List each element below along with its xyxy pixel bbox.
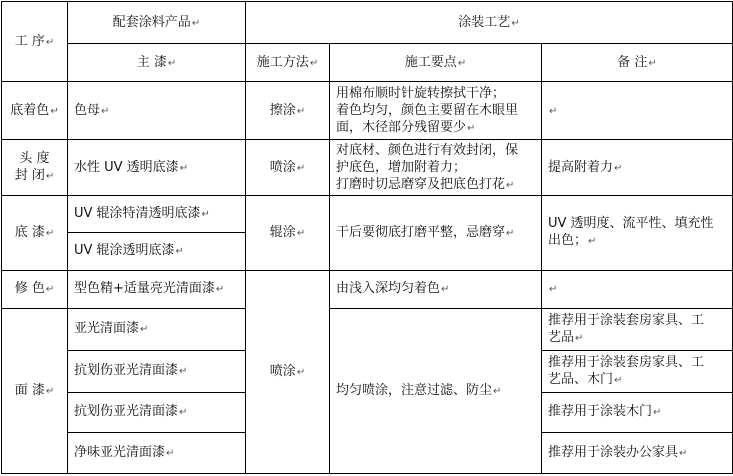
- header-notes: 备 注↵: [542, 44, 733, 82]
- header-craft-group: 涂装工艺↵: [246, 2, 733, 44]
- process-cell: 底着色↵: [2, 82, 68, 140]
- row-base-stain: [2, 82, 733, 140]
- method-cell: 喷涂↵: [246, 270, 330, 473]
- note-cell: 推荐用于涂装套房家具、工 艺品、木门↵: [542, 350, 733, 392]
- note-cell: 提高附着力↵: [542, 140, 733, 196]
- method-cell: 辊涂↵: [246, 196, 330, 270]
- points-cell: 用棉布顺时针旋转擦拭干净； 着色均匀，颜色主要留在木眼里 面，木径部分残留要少↵: [330, 82, 542, 140]
- note-cell: 推荐用于涂装套房家具、工 艺品↵: [542, 308, 733, 350]
- note-cell: ↵: [542, 270, 733, 308]
- row-primer-1: [2, 196, 733, 233]
- header-products-group: 配套涂料产品↵: [68, 2, 246, 44]
- method-cell: 擦涂↵: [246, 82, 330, 140]
- note-cell: 推荐用于涂装木门↵: [542, 392, 733, 432]
- product-cell: 型色精+适量亮光清面漆↵: [68, 270, 246, 308]
- product-cell: UV 辊涂透明底漆↵: [68, 233, 246, 270]
- points-cell: 由浅入深均匀着色↵: [330, 270, 542, 308]
- header-process: 工 序↵: [2, 2, 68, 82]
- product-cell: UV 辊涂特清透明底漆↵: [68, 196, 246, 233]
- points-cell: 干后要彻底打磨平整，忌磨穿↵: [330, 196, 542, 270]
- header-row-1: [2, 2, 733, 44]
- product-cell: 亚光清面漆↵: [68, 308, 246, 350]
- note-cell: ↵: [542, 82, 733, 140]
- product-cell: 抗划伤亚光清面漆↵: [68, 392, 246, 432]
- note-cell: 推荐用于涂装办公家具↵: [542, 432, 733, 473]
- row-touchup: [2, 270, 733, 308]
- method-cell: 喷涂↵: [246, 140, 330, 196]
- note-cell: UV 透明度、流平性、填充性 出色；↵: [542, 196, 733, 270]
- product-cell: 抗划伤亚光清面漆↵: [68, 350, 246, 392]
- header-key-points: 施工要点↵: [330, 44, 542, 82]
- header-row-2: [2, 44, 733, 82]
- product-cell: 色母↵: [68, 82, 246, 140]
- process-cell: 底 漆↵: [2, 196, 68, 270]
- header-method: 施工方法↵: [246, 44, 330, 82]
- header-main-paint: 主 漆↵: [68, 44, 246, 82]
- row-topcoat-1: [2, 308, 733, 350]
- coating-spec-table: [1, 1, 733, 474]
- process-cell: 面 漆↵: [2, 308, 68, 473]
- row-head-seal: [2, 140, 733, 196]
- product-cell: 水性 UV 透明底漆↵: [68, 140, 246, 196]
- process-cell: 头 度 封 闭↵: [2, 140, 68, 196]
- points-cell: 均匀喷涂，注意过滤、防尘↵: [330, 308, 542, 473]
- points-cell: 对底材、颜色进行有效封闭，保 护底色，增加附着力； 打磨时切忌磨穿及把底色打花↵: [330, 140, 542, 196]
- process-cell: 修 色↵: [2, 270, 68, 308]
- product-cell: 净味亚光清面漆↵: [68, 432, 246, 473]
